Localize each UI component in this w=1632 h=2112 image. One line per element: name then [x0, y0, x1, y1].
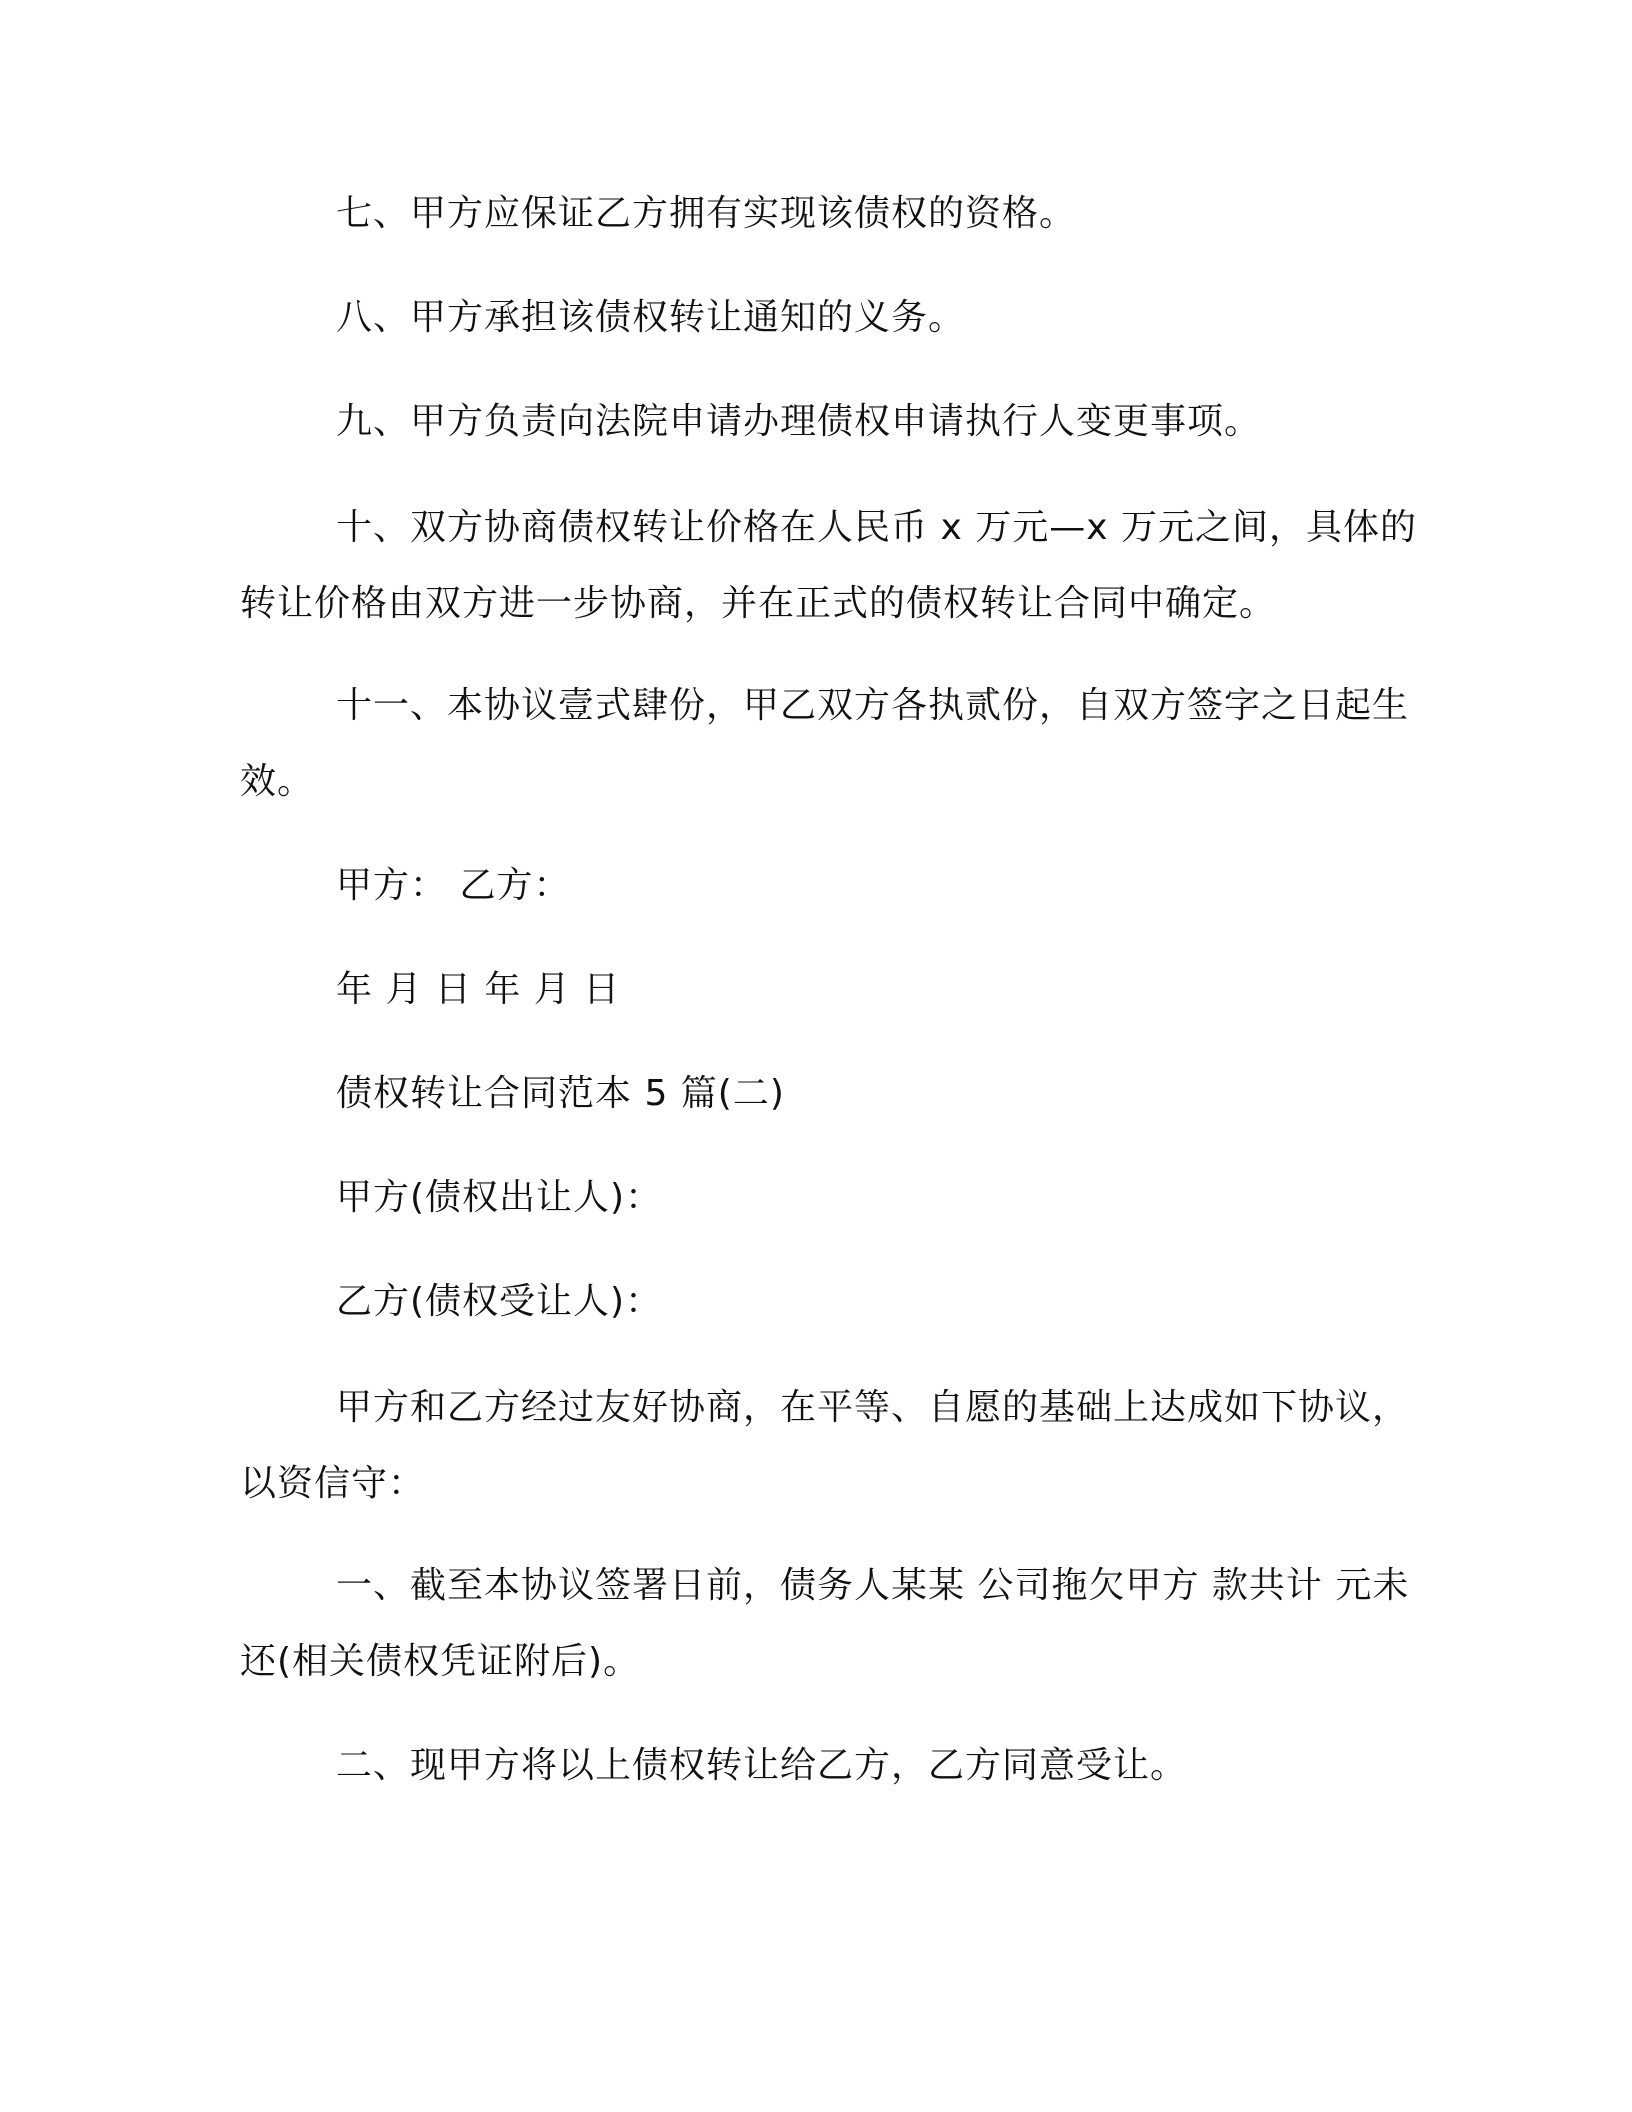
article-1: 一、截至本协议签署日前，债务人某某 公司拖欠甲方 款共计 元未还(相关债权凭证附后)。 [240, 1565, 1410, 1682]
clause-7: 七、甲方应保证乙方拥有实现该债权的资格。 [336, 193, 1077, 234]
clause-11: 十一、本协议壹式肆份，甲乙双方各执贰份，自双方签字之日起生效。 [240, 685, 1410, 802]
party-b-line: 乙方(债权受让人)： [336, 1281, 663, 1322]
article-2: 二、现甲方将以上债权转让给乙方，乙方同意受让。 [336, 1745, 1188, 1786]
party-a-line: 甲方(债权出让人)： [336, 1177, 663, 1218]
preamble-paragraph: 甲方和乙方经过友好协商，在平等、自愿的基础上达成如下协议，以资信守： [240, 1387, 1410, 1504]
signature-dates: 年 月 日 年 月 日 [336, 969, 621, 1010]
clause-9: 九、甲方负责向法院申请办理债权申请执行人变更事项。 [336, 401, 1262, 442]
clause-10: 十、双方协商债权转让价格在人民币 x 万元—x 万元之间，具体的转让价格由双方进一步协商，并在正式的债权转让合同中确定。 [240, 507, 1417, 624]
section-heading: 债权转让合同范本 5 篇(二) [336, 1073, 785, 1114]
signature-parties: 甲方： 乙方： [336, 865, 571, 906]
clause-8: 八、甲方承担该债权转让通知的义务。 [336, 297, 966, 338]
